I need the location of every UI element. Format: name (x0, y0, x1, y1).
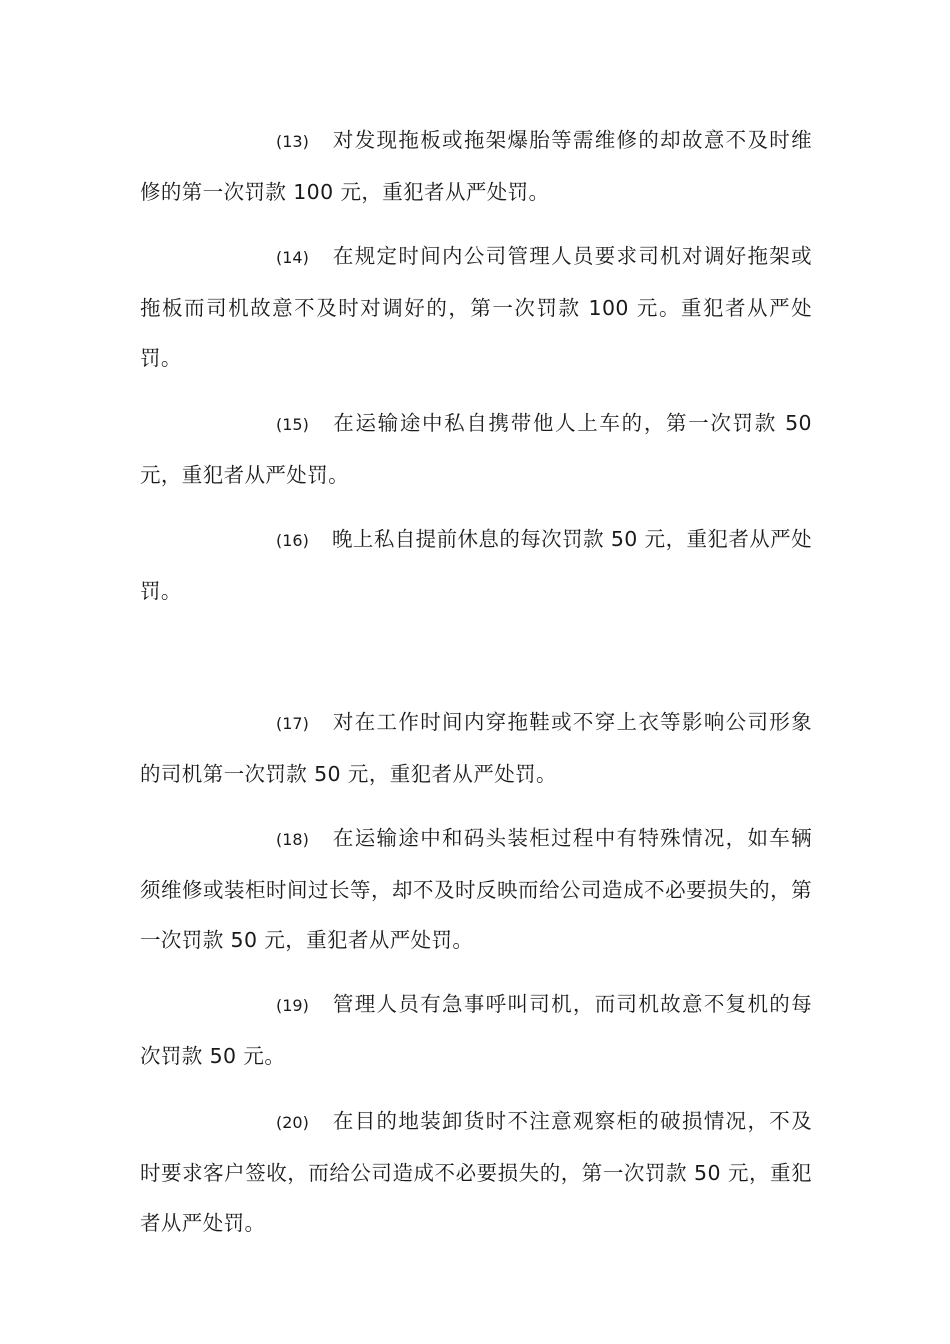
item-number: (15) (276, 415, 309, 434)
rule-item-13 (140, 115, 812, 217)
item-text: 在目的地装卸货时不注意观察柜的破损情况，不及时要求客户签收，而给公司造成不必要损失的，第一次罚款 50 元，重犯者从严处罚。 (140, 1109, 812, 1235)
item-number: (16) (276, 531, 309, 550)
rule-item-15 (140, 398, 812, 500)
item-text: 在规定时间内公司管理人员要求司机对调好拖架或拖板而司机故意不及时对调好的，第一次罚款 100 元。重犯者从严处罚。 (140, 244, 812, 370)
rule-item-19 (140, 979, 812, 1081)
item-number: (13) (276, 132, 309, 151)
item-text: 在运输途中和码头装柜过程中有特殊情况，如车辆须维修或装柜时间过长等，却不及时反映而给公司造成不必要损失的，第一次罚款 50 元，重犯者从严处罚。 (140, 826, 812, 952)
item-text: 在运输途中私自携带他人上车的，第一次罚款 50 元，重犯者从严处罚。 (140, 411, 812, 487)
item-text: 晚上私自提前休息的每次罚款 50 元，重犯者从严处罚。 (140, 527, 812, 603)
item-text: 对发现拖板或拖架爆胎等需维修的却故意不及时维修的第一次罚款 100 元，重犯者从严处罚。 (140, 128, 812, 204)
item-number: (19) (276, 996, 309, 1015)
item-text: 对在工作时间内穿拖鞋或不穿上衣等影响公司形象的司机第一次罚款 50 元，重犯者从严处罚。 (140, 710, 812, 786)
item-number: (14) (276, 248, 309, 267)
item-text: 管理人员有急事呼叫司机，而司机故意不复机的每次罚款 50 元。 (140, 992, 812, 1068)
rule-item-16 (140, 514, 812, 616)
rule-item-20 (140, 1096, 812, 1248)
rule-item-14 (140, 231, 812, 383)
item-number: (18) (276, 830, 309, 849)
item-number: (17) (276, 714, 309, 733)
rule-item-17 (140, 697, 812, 799)
rule-item-18 (140, 813, 812, 965)
item-number: (20) (276, 1113, 309, 1132)
